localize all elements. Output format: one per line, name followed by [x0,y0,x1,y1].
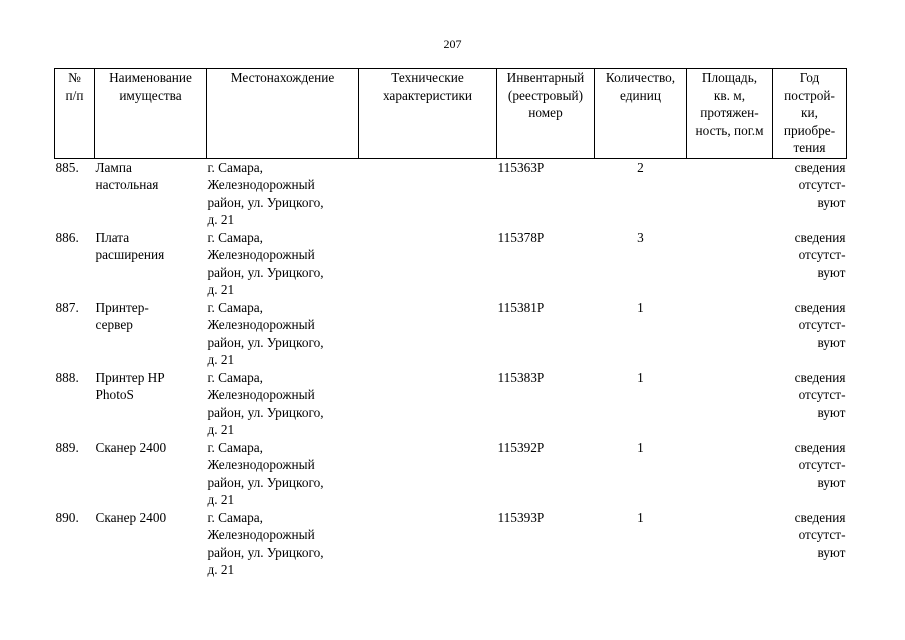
cell-inventory: 115383Р [497,369,545,385]
cell-tech [359,158,497,229]
cell-inventory: 115363Р [497,159,545,175]
cell-name: Плата расширения [95,229,165,262]
cell-area [687,299,773,369]
header-tech: Технические характеристики [359,69,497,159]
cell-tech [359,509,497,579]
header-row [55,69,847,159]
cell-quantity: 1 [637,509,644,525]
cell-tech [359,299,497,369]
cell-inventory: 115378Р [497,229,545,245]
cell-area [687,229,773,299]
header-year: Год построй- ки, приобре- тения [773,69,847,159]
cell-tech [359,439,497,509]
cell-inventory: 115393Р [497,509,545,525]
cell-area [687,158,773,229]
cell-year: сведения отсутст- вуют [794,509,846,560]
table-row [55,299,847,369]
header-num: № п/п [55,69,95,159]
cell-area [687,509,773,579]
cell-num: 886. [55,229,79,245]
cell-year: сведения отсутст- вуют [794,369,846,420]
cell-location: г. Самара, Железнодорожный район, ул. Урицкого, д. 21 [207,509,324,577]
header-name: Наименование имущества [95,69,207,159]
cell-inventory: 115381Р [497,299,545,315]
cell-quantity: 1 [637,439,644,455]
cell-year: сведения отсутст- вуют [794,439,846,490]
cell-num: 887. [55,299,79,315]
cell-tech [359,369,497,439]
cell-location: г. Самара, Железнодорожный район, ул. Урицкого, д. 21 [207,299,324,367]
header-location: Местонахождение [207,69,359,159]
cell-location: г. Самара, Железнодорожный район, ул. Урицкого, д. 21 [207,369,324,437]
cell-tech [359,229,497,299]
cell-area [687,369,773,439]
cell-year: сведения отсутст- вуют [794,229,846,280]
cell-year: сведения отсутст- вуют [794,299,846,350]
cell-name: Принтер- сервер [95,299,149,332]
table-row [55,509,847,579]
table-row [55,439,847,509]
cell-location: г. Самара, Железнодорожный район, ул. Урицкого, д. 21 [207,229,324,297]
cell-name: Принтер HP PhotoS [95,369,165,402]
cell-area [687,439,773,509]
cell-num: 889. [55,439,79,455]
cell-name: Лампа настольная [95,159,159,192]
cell-num: 885. [55,159,79,175]
cell-num: 890. [55,509,79,525]
property-registry-table [54,68,847,579]
cell-quantity: 1 [637,299,644,315]
cell-year: сведения отсутст- вуют [794,159,846,210]
table-row [55,369,847,439]
page-number: 207 [443,37,462,51]
header-area: Площадь, кв. м, протяжен- ность, пог.м [687,69,773,159]
cell-quantity: 1 [637,369,644,385]
cell-name: Сканер 2400 [95,439,167,455]
table-row [55,229,847,299]
cell-name: Сканер 2400 [95,509,167,525]
cell-location: г. Самара, Железнодорожный район, ул. Урицкого, д. 21 [207,439,324,507]
cell-location: г. Самара, Железнодорожный район, ул. Урицкого, д. 21 [207,159,324,227]
table-row [55,158,847,229]
cell-quantity: 3 [637,229,644,245]
cell-inventory: 115392Р [497,439,545,455]
cell-quantity: 2 [637,159,644,175]
cell-num: 888. [55,369,79,385]
header-inventory: Инвентарный (реестровый) номер [497,69,595,159]
header-quantity: Количество, единиц [595,69,687,159]
